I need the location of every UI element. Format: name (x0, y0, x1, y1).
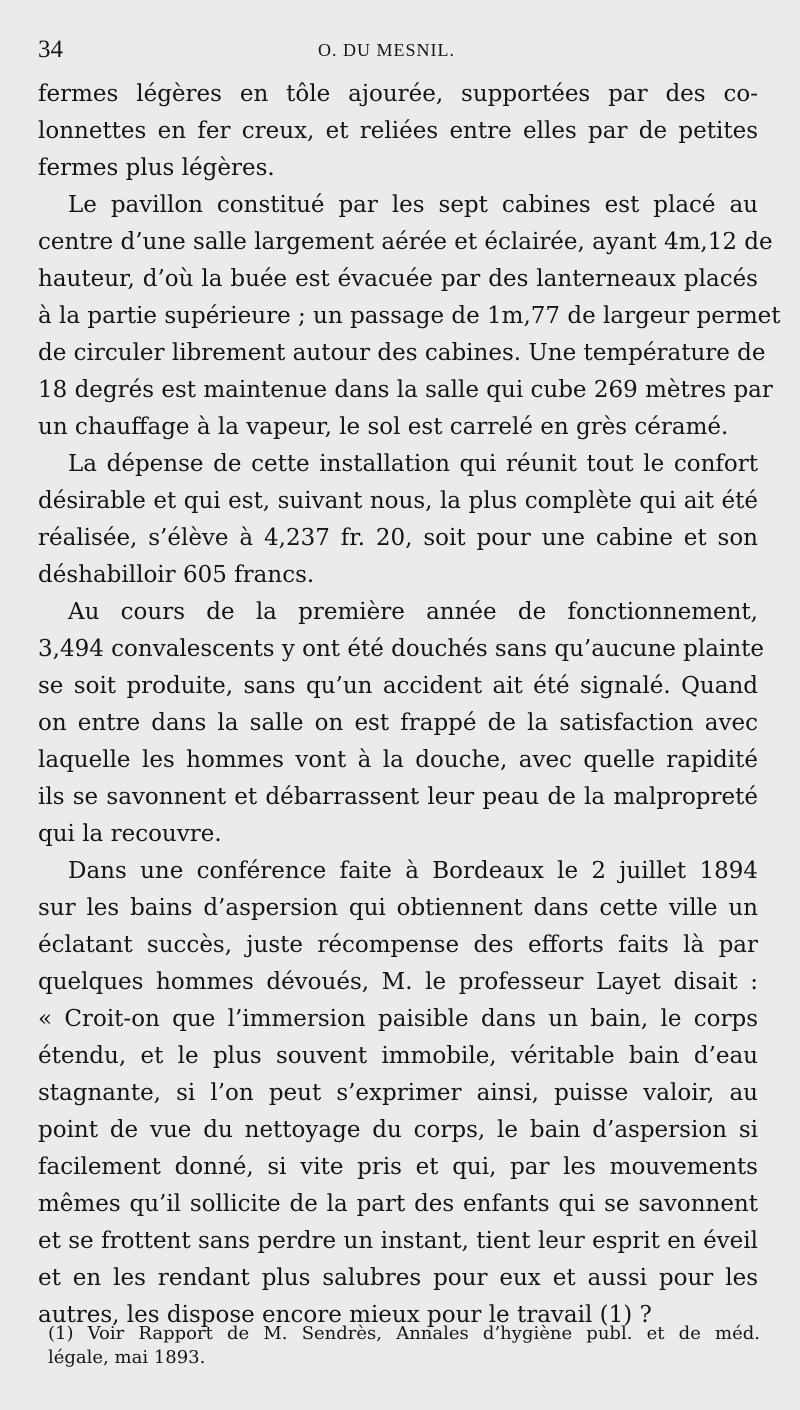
text-line: laquelle les hommes vont à la douche, avec quelle rapidité (38, 747, 758, 773)
text-line: stagnante, si l’on peut s’exprimer ainsi, puisse valoir, au (38, 1080, 758, 1106)
text-line: La dépense de cette installation qui réunit tout le confort (68, 451, 758, 477)
text-line: facilement donné, si vite pris et qui, par les mouvements (38, 1154, 758, 1180)
text-line: hauteur, d’où la buée est évacuée par des lanterneaux placés (38, 266, 758, 292)
text-line: Au cours de la première année de fonctionnement, (68, 599, 758, 625)
text-line: Le pavillon constitué par les sept cabines est placé au (68, 192, 758, 218)
text-line: quelques hommes dévoués, M. le professeur Layet disait : (38, 969, 758, 995)
text-line: ils se savonnent et débarrassent leur peau de la malpropreté (38, 784, 758, 810)
text-line: sur les bains d’aspersion qui obtiennent dans cette ville un (38, 895, 758, 921)
footnote (48, 1322, 760, 1370)
text-line: réalisée, s’élève à 4,237 fr. 20, soit pour une cabine et son (38, 525, 758, 551)
text-line: Dans une conférence faite à Bordeaux le 2 juillet 1894 (68, 858, 758, 884)
text-line: étendu, et le plus souvent immobile, véritable bain d’eau (38, 1043, 758, 1069)
text-line: autres, les dispose encore mieux pour le travail (1) ? (38, 1302, 652, 1328)
text-line: qui la recouvre. (38, 821, 222, 847)
text-line: se soit produite, sans qu’un accident ait été signalé. Quand (38, 673, 758, 699)
text-line: 18 degrés est maintenue dans la salle qui cube 269 mètres par (38, 377, 773, 403)
text-line: « Croit-on que l’immersion paisible dans un bain, le corps (38, 1006, 758, 1032)
running-head: O. DU MESNIL. (318, 40, 455, 60)
text-line: un chauffage à la vapeur, le sol est carrelé en grès céramé. (38, 414, 729, 440)
text-line: et en les rendant plus salubres pour eux et aussi pour les (38, 1265, 758, 1291)
text-line: mêmes qu’il sollicite de la part des enfants qui se savonnent (38, 1191, 758, 1217)
text-line: de circuler librement autour des cabines. Une température de (38, 340, 766, 366)
text-line: et se frottent sans perdre un instant, tient leur esprit en éveil (38, 1228, 758, 1254)
text-line: éclatant succès, juste récompense des efforts faits là par (38, 932, 758, 958)
text-line: fermes légères en tôle ajourée, supportées par des co- (38, 81, 758, 107)
body-text (38, 76, 781, 1334)
footnote-line: (1) Voir Rapport de M. Sendrès, Annales d’hygiène publ. et de méd. (48, 1323, 760, 1344)
footnote-line: légale, mai 1893. (48, 1347, 206, 1368)
text-line: lonnettes en fer creux, et reliées entre elles par de petites (38, 118, 758, 144)
text-line: déshabilloir 605 francs. (38, 562, 315, 588)
text-line: on entre dans la salle on est frappé de la satisfaction avec (38, 710, 758, 736)
text-line: à la partie supérieure ; un passage de 1m,77 de largeur permet (38, 303, 781, 329)
text-line: fermes plus légères. (38, 155, 275, 181)
text-line: désirable et qui est, suivant nous, la plus complète qui ait été (38, 488, 758, 514)
page-number: 34 (38, 36, 63, 63)
page-header (38, 36, 738, 66)
text-line: centre d’une salle largement aérée et éclairée, ayant 4m,12 de (38, 229, 773, 255)
text-line: point de vue du nettoyage du corps, le bain d’aspersion si (38, 1117, 758, 1143)
text-line: 3,494 convalescents y ont été douchés sans qu’aucune plainte (38, 636, 764, 662)
